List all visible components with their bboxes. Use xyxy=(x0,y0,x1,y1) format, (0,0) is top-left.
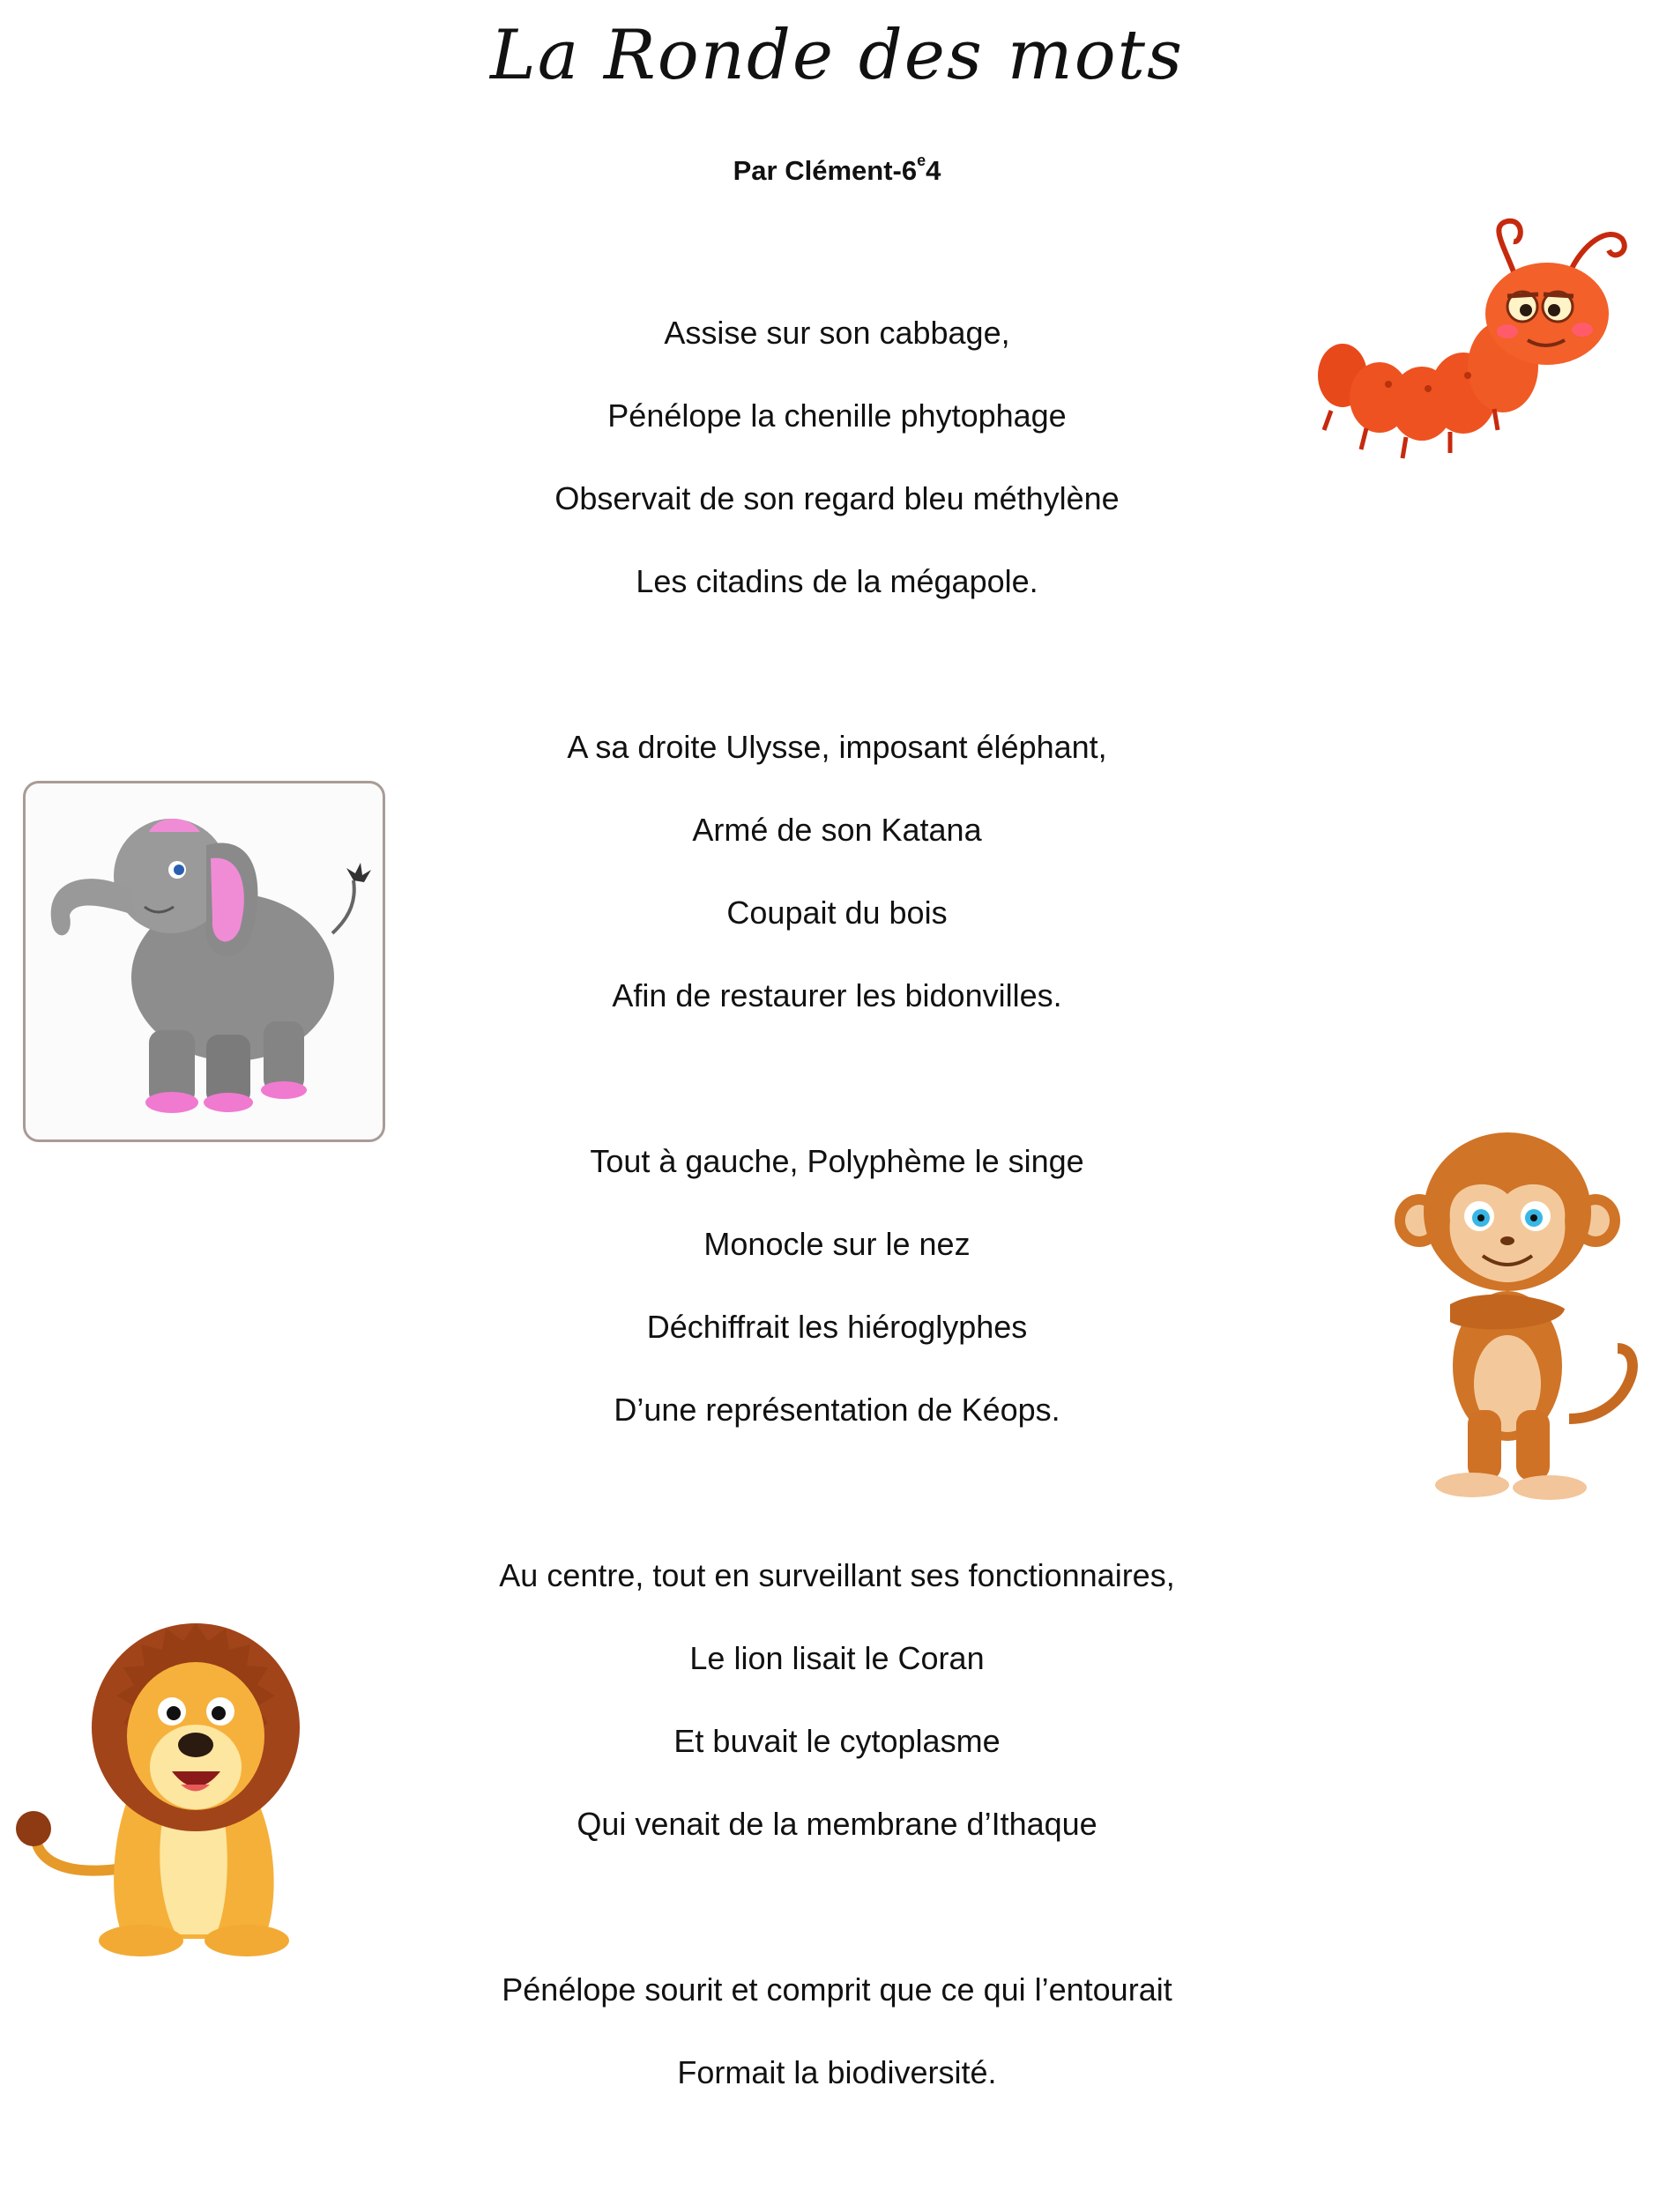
poem-line: Pénélope sourit et comprit que ce qui l’entourait xyxy=(502,1971,1172,2008)
author-line xyxy=(0,152,1674,187)
caterpillar-illustration xyxy=(1318,208,1635,472)
author-suffix: 4 xyxy=(926,155,941,186)
monkey-illustration xyxy=(1384,1128,1648,1516)
poem-line: Formait la biodiversité. xyxy=(677,2054,997,2090)
poem-line: Coupait du bois xyxy=(726,894,948,931)
poem-line: Le lion lisait le Coran xyxy=(689,1640,985,1676)
poem-line: Pénélope la chenille phytophage xyxy=(607,397,1067,434)
author-superscript: e xyxy=(917,152,926,169)
poem-line: A sa droite Ulysse, imposant éléphant, xyxy=(567,729,1107,765)
poem-line: Monocle sur le nez xyxy=(703,1226,971,1262)
poem-line: Armé de son Katana xyxy=(692,812,982,848)
author-prefix: Par Clément-6 xyxy=(733,155,918,186)
elephant-icon xyxy=(26,783,383,1139)
caterpillar-icon xyxy=(1318,208,1635,472)
poem-line: Et buvait le cytoplasme xyxy=(673,1723,1001,1759)
elephant-illustration xyxy=(23,781,385,1142)
lion-icon xyxy=(9,1613,344,1965)
stanza xyxy=(0,1963,1674,2129)
poem-line: D’une représentation de Kéops. xyxy=(614,1392,1060,1428)
poem-line: Tout à gauche, Polyphème le singe xyxy=(590,1143,1084,1179)
page-title: La Ronde des mots xyxy=(489,16,1185,95)
poem-line: Les citadins de la mégapole. xyxy=(636,563,1038,599)
poem-line: Afin de restaurer les bidonvilles. xyxy=(612,977,1062,1013)
lion-illustration xyxy=(9,1613,344,1965)
poem-line: Observait de son regard bleu méthylène xyxy=(554,480,1120,516)
poem-line: Déchiffrait les hiéroglyphes xyxy=(646,1309,1028,1345)
monkey-icon xyxy=(1384,1128,1648,1516)
poem-line: Qui venait de la membrane d’Ithaque xyxy=(577,1806,1097,1842)
poem-line: Assise sur son cabbage, xyxy=(664,315,1010,351)
poem-line: Au centre, tout en surveillant ses fonctionnaires, xyxy=(499,1557,1175,1593)
